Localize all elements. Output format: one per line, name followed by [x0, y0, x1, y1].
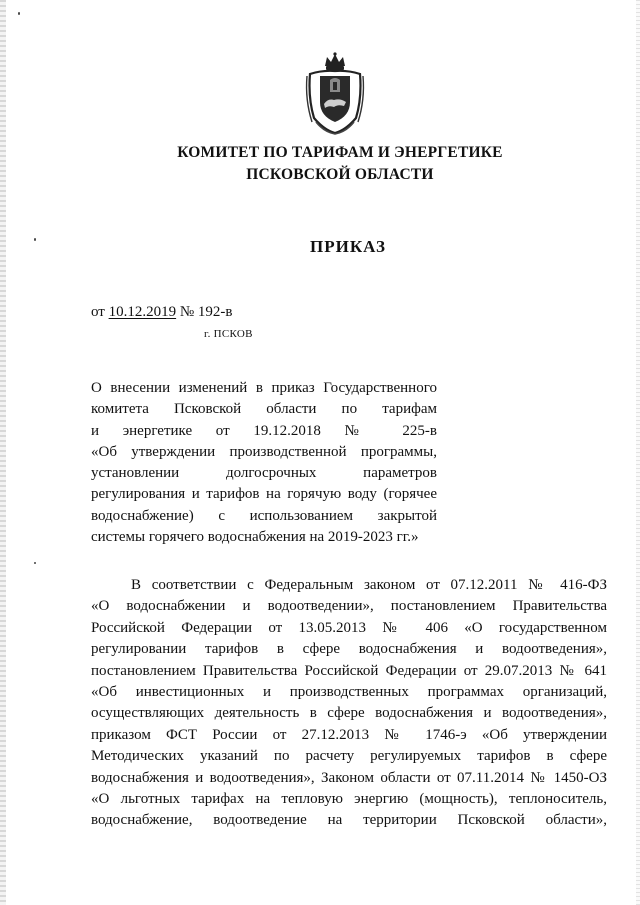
body-line: «О водоснабжении и водоотведении», постановлением Правительства [91, 598, 607, 615]
subject-line: системы горячего водоснабжения на 2019-2023 гг.» [91, 529, 419, 546]
subject-line: комитета Псковской области по тарифам [91, 401, 437, 418]
organization-name [0, 142, 640, 186]
body-line: осуществляющих деятельность в сфере водоснабжения и водоотведения», [91, 705, 607, 722]
scan-speck [18, 12, 20, 15]
body-line: «О льготных тарифах на тепловую энергию (мощность), теплоноситель, [91, 791, 607, 808]
subject-line: водоснабжение) с использованием закрытой [91, 507, 437, 524]
scan-edge-left [0, 0, 6, 905]
body-line: водоснабжение, водоотведение на территории Псковской области», [91, 812, 607, 829]
body-line: регулировании тарифов в сфере водоснабжения и водоотведения», [91, 641, 607, 658]
scan-speck [34, 562, 36, 564]
organization-name-line2: ПСКОВСКОЙ ОБЛАСТИ [246, 166, 434, 183]
body-line: В соответствии с Федеральным законом от 07.12.2011 № 416-ФЗ [131, 577, 607, 593]
document-body [91, 575, 607, 832]
subject-line: установлении долгосрочных параметров [91, 465, 437, 482]
body-line: Российской Федерации от 13.05.2013 № 406 «О государственном [91, 619, 607, 636]
document-date-number [91, 304, 233, 321]
pskov-oblast-coat-of-arms-icon [304, 52, 366, 136]
body-line: приказом ФСТ России от 27.12.2013 № 1746-э «Об утверждении [91, 726, 607, 743]
body-line: водоснабжения и водоотведения», Законом области от 07.11.2014 № 1450-ОЗ [91, 769, 607, 786]
subject-line: «Об утверждении производственной программы, [91, 443, 437, 460]
subject-line: и энергетике от 19.12.2018 № 225-в [91, 422, 437, 439]
body-line: постановлением Правительства Российской Федерации от 29.07.2013 № 641 [91, 662, 607, 679]
document-date: 10.12.2019 [108, 304, 177, 320]
document-type-label: ПРИКАЗ [310, 237, 386, 256]
document-place: г. ПСКОВ [204, 328, 253, 340]
body-line: «Об инвестиционных и производственных программах организаций, [91, 684, 607, 701]
document-type-heading [0, 237, 640, 257]
date-prefix: от [91, 304, 109, 320]
subject-line: О внесении изменений в приказ Государственного [91, 380, 437, 396]
subject-line: регулирования и тарифов на горячую воду (горячее [91, 486, 437, 503]
scan-edge-right [636, 0, 640, 905]
body-line: Методических указаний по расчету регулируемых тарифов в сфере [91, 748, 607, 765]
document-subject [91, 378, 437, 548]
document-number: № 192-в [176, 304, 233, 320]
organization-name-line1: КОМИТЕТ ПО ТАРИФАМ И ЭНЕРГЕТИКЕ [177, 144, 503, 161]
